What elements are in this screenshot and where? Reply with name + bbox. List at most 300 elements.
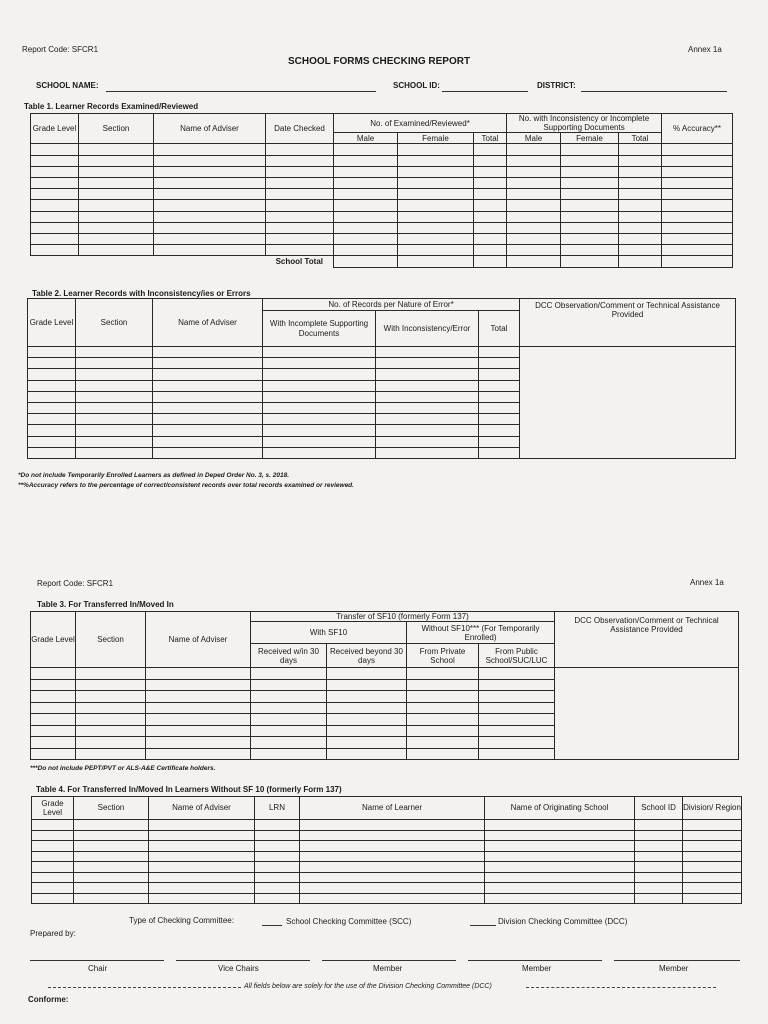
table-cell[interactable]: [619, 233, 662, 244]
table-cell[interactable]: [76, 447, 153, 458]
table-cell[interactable]: [327, 668, 407, 680]
table-cell[interactable]: [76, 679, 146, 691]
table-cell[interactable]: [398, 211, 474, 222]
table-cell[interactable]: [263, 380, 376, 391]
table-cell[interactable]: [334, 245, 398, 256]
table-cell[interactable]: [31, 177, 79, 188]
signature-line-member-2[interactable]: [468, 960, 602, 961]
table-cell[interactable]: [263, 447, 376, 458]
table-cell[interactable]: [635, 883, 683, 894]
table-cell[interactable]: [32, 830, 74, 841]
table-cell[interactable]: [485, 862, 635, 873]
table-cell[interactable]: [683, 851, 742, 862]
table-cell[interactable]: [619, 245, 662, 256]
table-cell[interactable]: [327, 725, 407, 737]
table-cell[interactable]: [149, 820, 255, 831]
table-cell[interactable]: [376, 358, 479, 369]
table-cell[interactable]: [376, 347, 479, 358]
table-cell[interactable]: [255, 820, 300, 831]
table-cell[interactable]: [561, 155, 619, 166]
table-cell[interactable]: [79, 222, 154, 233]
table-cell[interactable]: [474, 200, 507, 211]
table-cell[interactable]: [146, 691, 251, 703]
table-cell[interactable]: [76, 436, 153, 447]
table-cell[interactable]: [474, 211, 507, 222]
table-cell[interactable]: [146, 748, 251, 760]
table-cell[interactable]: [300, 872, 485, 883]
table-cell[interactable]: [28, 391, 76, 402]
table-cell[interactable]: [662, 166, 733, 177]
table-cell[interactable]: [263, 347, 376, 358]
table-cell[interactable]: [76, 402, 153, 413]
table-cell[interactable]: [76, 358, 153, 369]
table-cell[interactable]: [149, 851, 255, 862]
table-cell[interactable]: [507, 233, 561, 244]
table-cell[interactable]: [28, 414, 76, 425]
table-cell[interactable]: [266, 177, 334, 188]
table-cell[interactable]: [683, 883, 742, 894]
table-cell[interactable]: [79, 166, 154, 177]
table-cell[interactable]: [485, 851, 635, 862]
table-cell[interactable]: [479, 347, 520, 358]
table-cell[interactable]: [146, 679, 251, 691]
table-cell[interactable]: [31, 668, 76, 680]
table-cell[interactable]: [407, 691, 479, 703]
table-cell[interactable]: [31, 737, 76, 749]
table-cell[interactable]: [479, 702, 555, 714]
table-cell[interactable]: [407, 668, 479, 680]
table-cell[interactable]: [619, 189, 662, 200]
table-cell[interactable]: [300, 830, 485, 841]
table-cell[interactable]: [300, 893, 485, 904]
table-cell[interactable]: [407, 748, 479, 760]
table-cell[interactable]: [255, 883, 300, 894]
table-cell[interactable]: [263, 369, 376, 380]
table-cell[interactable]: [74, 872, 149, 883]
table-cell[interactable]: [485, 872, 635, 883]
table-cell[interactable]: [635, 893, 683, 904]
table-cell[interactable]: [561, 189, 619, 200]
table-cell[interactable]: [561, 144, 619, 155]
table-cell[interactable]: [32, 862, 74, 873]
table-cell[interactable]: [561, 200, 619, 211]
table-cell[interactable]: [263, 358, 376, 369]
table-cell[interactable]: [154, 144, 266, 155]
table-cell[interactable]: [28, 436, 76, 447]
table-cell[interactable]: [474, 144, 507, 155]
table-cell[interactable]: [662, 144, 733, 155]
table-cell[interactable]: [28, 358, 76, 369]
table-cell[interactable]: [479, 725, 555, 737]
table-cell[interactable]: [28, 425, 76, 436]
table-cell[interactable]: [635, 841, 683, 852]
signature-line-member-3[interactable]: [614, 960, 740, 961]
table-cell[interactable]: [376, 380, 479, 391]
table-cell[interactable]: [31, 702, 76, 714]
table-cell[interactable]: [149, 872, 255, 883]
dcc-observation-cell[interactable]: [555, 668, 739, 760]
table-cell[interactable]: [266, 222, 334, 233]
table-cell[interactable]: [485, 841, 635, 852]
table-cell[interactable]: [507, 211, 561, 222]
table-cell[interactable]: [76, 748, 146, 760]
table-cell[interactable]: [398, 166, 474, 177]
table-cell[interactable]: [300, 820, 485, 831]
table-cell[interactable]: [619, 222, 662, 233]
table-cell[interactable]: [32, 883, 74, 894]
table-cell[interactable]: [479, 425, 520, 436]
table-cell[interactable]: [407, 737, 479, 749]
table-cell[interactable]: [407, 714, 479, 726]
table-cell[interactable]: [398, 245, 474, 256]
table-cell[interactable]: [149, 830, 255, 841]
table-cell[interactable]: [662, 245, 733, 256]
table-cell[interactable]: [327, 679, 407, 691]
table-cell[interactable]: [255, 841, 300, 852]
table-cell[interactable]: [376, 391, 479, 402]
table-cell[interactable]: [398, 233, 474, 244]
table-cell[interactable]: [28, 402, 76, 413]
table-cell[interactable]: [683, 830, 742, 841]
table-cell[interactable]: [376, 425, 479, 436]
table-cell[interactable]: [662, 211, 733, 222]
table-cell[interactable]: [76, 380, 153, 391]
table-cell[interactable]: [251, 725, 327, 737]
table-cell[interactable]: [251, 679, 327, 691]
table-cell[interactable]: [635, 820, 683, 831]
table-cell[interactable]: [149, 841, 255, 852]
table-cell[interactable]: [327, 702, 407, 714]
table-cell[interactable]: [474, 155, 507, 166]
table-cell[interactable]: [76, 668, 146, 680]
table-cell[interactable]: [334, 177, 398, 188]
table-cell[interactable]: [76, 347, 153, 358]
table-cell[interactable]: [266, 233, 334, 244]
district-field[interactable]: [581, 91, 727, 92]
table-cell[interactable]: [507, 144, 561, 155]
table-cell[interactable]: [31, 166, 79, 177]
table-cell[interactable]: [266, 211, 334, 222]
table-cell[interactable]: [635, 851, 683, 862]
table-cell[interactable]: [153, 369, 263, 380]
table-cell[interactable]: [31, 679, 76, 691]
school-id-field[interactable]: [442, 91, 528, 92]
table-cell[interactable]: [619, 211, 662, 222]
table-cell[interactable]: [662, 155, 733, 166]
table-cell[interactable]: [31, 233, 79, 244]
table-cell[interactable]: [662, 233, 733, 244]
table-cell[interactable]: [479, 380, 520, 391]
table-cell[interactable]: [479, 369, 520, 380]
table-cell[interactable]: [31, 748, 76, 760]
table-cell[interactable]: [154, 211, 266, 222]
table-cell[interactable]: [74, 820, 149, 831]
table-cell[interactable]: [255, 893, 300, 904]
table-cell[interactable]: [635, 862, 683, 873]
table-cell[interactable]: [153, 347, 263, 358]
table-cell[interactable]: [474, 245, 507, 256]
school-name-field[interactable]: [106, 91, 376, 92]
table-cell[interactable]: [146, 668, 251, 680]
table-cell[interactable]: [154, 189, 266, 200]
table-cell[interactable]: [153, 414, 263, 425]
table-cell[interactable]: [376, 402, 479, 413]
signature-line-chair[interactable]: [30, 960, 164, 961]
table-cell[interactable]: [32, 872, 74, 883]
table-cell[interactable]: [76, 702, 146, 714]
table-cell[interactable]: [662, 256, 733, 268]
table-cell[interactable]: [153, 402, 263, 413]
table-cell[interactable]: [300, 841, 485, 852]
scc-checkbox-line[interactable]: [262, 925, 282, 926]
table-cell[interactable]: [251, 702, 327, 714]
table-cell[interactable]: [31, 144, 79, 155]
table-cell[interactable]: [479, 691, 555, 703]
table-cell[interactable]: [79, 200, 154, 211]
table-cell[interactable]: [76, 714, 146, 726]
table-cell[interactable]: [398, 256, 474, 268]
table-cell[interactable]: [146, 725, 251, 737]
table-cell[interactable]: [327, 691, 407, 703]
table-cell[interactable]: [28, 447, 76, 458]
table-cell[interactable]: [154, 166, 266, 177]
table-cell[interactable]: [479, 436, 520, 447]
table-cell[interactable]: [153, 391, 263, 402]
table-cell[interactable]: [31, 211, 79, 222]
table-cell[interactable]: [31, 725, 76, 737]
table-cell[interactable]: [255, 830, 300, 841]
table-cell[interactable]: [153, 358, 263, 369]
table-cell[interactable]: [79, 245, 154, 256]
table-cell[interactable]: [79, 155, 154, 166]
table-cell[interactable]: [327, 737, 407, 749]
table-cell[interactable]: [334, 166, 398, 177]
table-cell[interactable]: [255, 872, 300, 883]
table-cell[interactable]: [154, 245, 266, 256]
table-cell[interactable]: [251, 668, 327, 680]
table-cell[interactable]: [74, 883, 149, 894]
dcc-checkbox-line[interactable]: [470, 925, 496, 926]
table-cell[interactable]: [79, 144, 154, 155]
table-cell[interactable]: [619, 155, 662, 166]
table-cell[interactable]: [619, 166, 662, 177]
table-cell[interactable]: [334, 144, 398, 155]
table-cell[interactable]: [300, 862, 485, 873]
table-cell[interactable]: [398, 189, 474, 200]
table-cell[interactable]: [153, 380, 263, 391]
table-cell[interactable]: [619, 256, 662, 268]
table-cell[interactable]: [153, 425, 263, 436]
table-cell[interactable]: [474, 166, 507, 177]
table-cell[interactable]: [474, 256, 507, 268]
table-cell[interactable]: [376, 414, 479, 425]
table-cell[interactable]: [407, 679, 479, 691]
table-cell[interactable]: [76, 425, 153, 436]
table-cell[interactable]: [31, 245, 79, 256]
table-cell[interactable]: [79, 189, 154, 200]
table-cell[interactable]: [479, 414, 520, 425]
table-cell[interactable]: [74, 830, 149, 841]
table-cell[interactable]: [561, 256, 619, 268]
table-cell[interactable]: [474, 177, 507, 188]
table-cell[interactable]: [300, 883, 485, 894]
table-cell[interactable]: [479, 668, 555, 680]
table-cell[interactable]: [266, 166, 334, 177]
table-cell[interactable]: [31, 189, 79, 200]
table-cell[interactable]: [300, 851, 485, 862]
table-cell[interactable]: [149, 862, 255, 873]
table-cell[interactable]: [251, 748, 327, 760]
table-cell[interactable]: [251, 691, 327, 703]
table-cell[interactable]: [32, 820, 74, 831]
table-cell[interactable]: [263, 425, 376, 436]
table-cell[interactable]: [146, 714, 251, 726]
table-cell[interactable]: [153, 436, 263, 447]
table-cell[interactable]: [334, 211, 398, 222]
table-cell[interactable]: [662, 200, 733, 211]
table-cell[interactable]: [561, 166, 619, 177]
table-cell[interactable]: [398, 144, 474, 155]
table-cell[interactable]: [507, 155, 561, 166]
table-cell[interactable]: [153, 447, 263, 458]
table-cell[interactable]: [79, 177, 154, 188]
table-cell[interactable]: [635, 830, 683, 841]
table-cell[interactable]: [683, 872, 742, 883]
table-cell[interactable]: [398, 222, 474, 233]
table-cell[interactable]: [28, 369, 76, 380]
table-cell[interactable]: [334, 233, 398, 244]
table-cell[interactable]: [507, 256, 561, 268]
table-cell[interactable]: [76, 391, 153, 402]
table-cell[interactable]: [507, 245, 561, 256]
table-cell[interactable]: [507, 166, 561, 177]
table-cell[interactable]: [479, 402, 520, 413]
table-cell[interactable]: [327, 714, 407, 726]
table-cell[interactable]: [255, 851, 300, 862]
table-cell[interactable]: [31, 155, 79, 166]
table-cell[interactable]: [507, 222, 561, 233]
table-cell[interactable]: [154, 200, 266, 211]
table-cell[interactable]: [266, 200, 334, 211]
table-cell[interactable]: [398, 177, 474, 188]
table-cell[interactable]: [479, 679, 555, 691]
table-cell[interactable]: [334, 189, 398, 200]
table-cell[interactable]: [479, 714, 555, 726]
table-cell[interactable]: [255, 862, 300, 873]
table-cell[interactable]: [154, 177, 266, 188]
table-cell[interactable]: [154, 155, 266, 166]
table-cell[interactable]: [266, 155, 334, 166]
table-cell[interactable]: [683, 893, 742, 904]
table-cell[interactable]: [407, 702, 479, 714]
signature-line-vice-chairs[interactable]: [176, 960, 310, 961]
table-cell[interactable]: [561, 177, 619, 188]
table-cell[interactable]: [154, 233, 266, 244]
table-cell[interactable]: [334, 256, 398, 268]
table-cell[interactable]: [327, 748, 407, 760]
table-cell[interactable]: [263, 414, 376, 425]
table-cell[interactable]: [561, 222, 619, 233]
table-cell[interactable]: [32, 851, 74, 862]
table-cell[interactable]: [474, 222, 507, 233]
table-cell[interactable]: [334, 222, 398, 233]
table-cell[interactable]: [334, 155, 398, 166]
signature-line-member-1[interactable]: [322, 960, 456, 961]
table-cell[interactable]: [662, 177, 733, 188]
table-cell[interactable]: [74, 862, 149, 873]
table-cell[interactable]: [507, 200, 561, 211]
table-cell[interactable]: [619, 200, 662, 211]
table-cell[interactable]: [376, 436, 479, 447]
dcc-observation-cell[interactable]: [520, 347, 736, 459]
table-cell[interactable]: [31, 714, 76, 726]
table-cell[interactable]: [398, 200, 474, 211]
table-cell[interactable]: [479, 737, 555, 749]
table-cell[interactable]: [76, 725, 146, 737]
table-cell[interactable]: [28, 347, 76, 358]
table-cell[interactable]: [635, 872, 683, 883]
table-cell[interactable]: [266, 144, 334, 155]
table-cell[interactable]: [474, 189, 507, 200]
table-cell[interactable]: [376, 447, 479, 458]
table-cell[interactable]: [74, 893, 149, 904]
table-cell[interactable]: [479, 358, 520, 369]
table-cell[interactable]: [561, 245, 619, 256]
table-cell[interactable]: [334, 200, 398, 211]
table-cell[interactable]: [31, 222, 79, 233]
table-cell[interactable]: [251, 737, 327, 749]
table-cell[interactable]: [32, 841, 74, 852]
table-cell[interactable]: [619, 177, 662, 188]
table-cell[interactable]: [76, 369, 153, 380]
table-cell[interactable]: [263, 391, 376, 402]
table-cell[interactable]: [561, 211, 619, 222]
table-cell[interactable]: [74, 841, 149, 852]
table-cell[interactable]: [479, 447, 520, 458]
table-cell[interactable]: [266, 189, 334, 200]
table-cell[interactable]: [76, 691, 146, 703]
table-cell[interactable]: [507, 177, 561, 188]
table-cell[interactable]: [149, 893, 255, 904]
table-cell[interactable]: [146, 702, 251, 714]
table-cell[interactable]: [32, 893, 74, 904]
table-cell[interactable]: [79, 211, 154, 222]
table-cell[interactable]: [507, 189, 561, 200]
table-cell[interactable]: [683, 862, 742, 873]
table-cell[interactable]: [398, 155, 474, 166]
table-cell[interactable]: [485, 820, 635, 831]
table-cell[interactable]: [479, 748, 555, 760]
table-cell[interactable]: [662, 189, 733, 200]
table-cell[interactable]: [31, 200, 79, 211]
table-cell[interactable]: [376, 369, 479, 380]
table-cell[interactable]: [154, 222, 266, 233]
table-cell[interactable]: [683, 841, 742, 852]
table-cell[interactable]: [485, 893, 635, 904]
table-cell[interactable]: [619, 144, 662, 155]
table-cell[interactable]: [31, 691, 76, 703]
table-cell[interactable]: [561, 233, 619, 244]
table-cell[interactable]: [263, 402, 376, 413]
table-cell[interactable]: [149, 883, 255, 894]
table-cell[interactable]: [263, 436, 376, 447]
table-cell[interactable]: [479, 391, 520, 402]
table-cell[interactable]: [76, 414, 153, 425]
table-cell[interactable]: [251, 714, 327, 726]
table-cell[interactable]: [74, 851, 149, 862]
table-cell[interactable]: [76, 737, 146, 749]
table-cell[interactable]: [662, 222, 733, 233]
